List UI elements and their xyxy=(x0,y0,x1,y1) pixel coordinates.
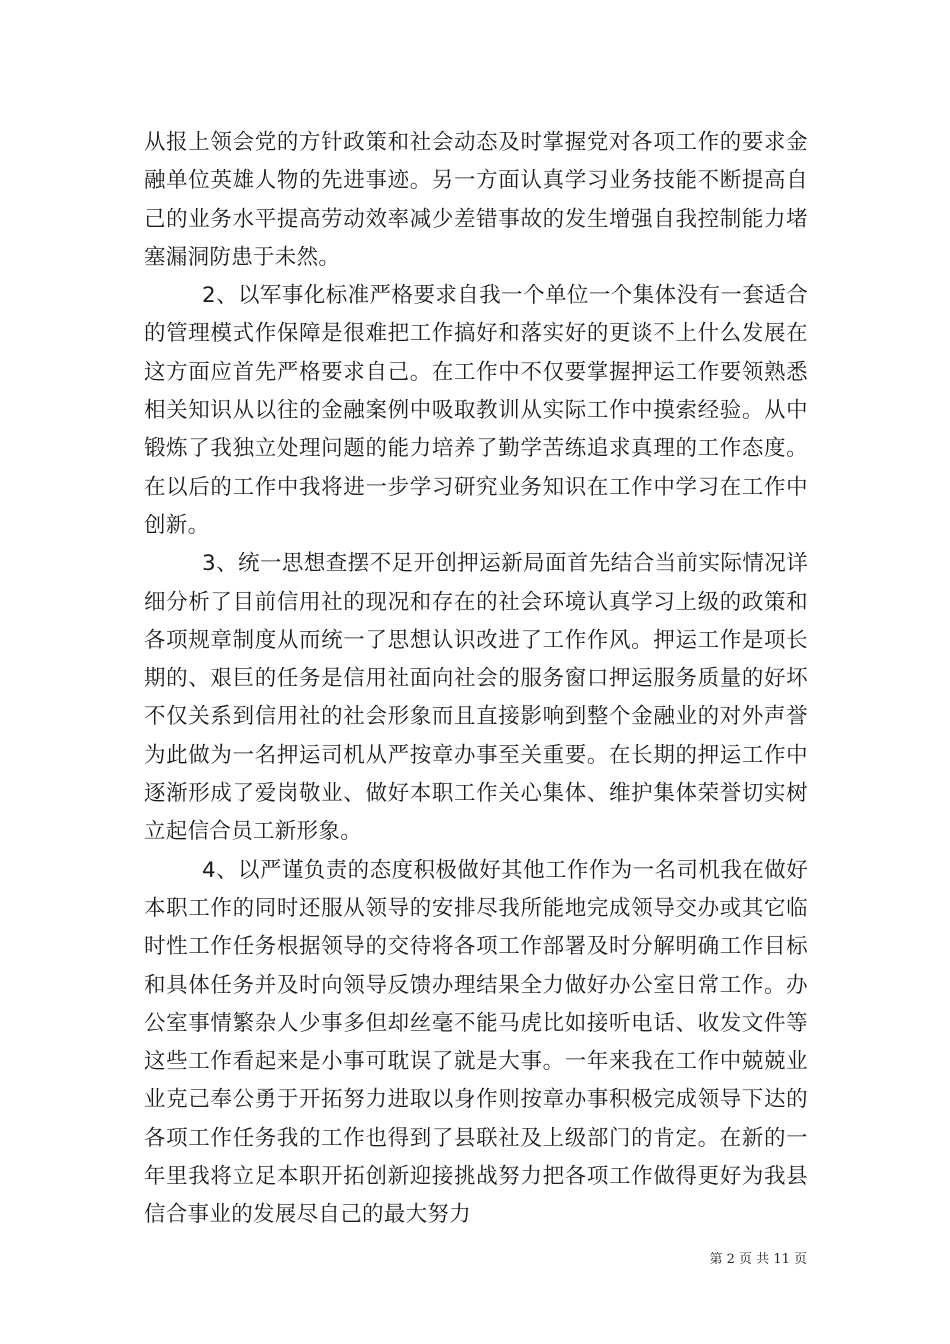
paragraph-continuation: 从报上领会党的方针政策和社会动态及时掌握党对各项工作的要求金融单位英雄人物的先进事迹。另一方面认真学习业务技能不断提高自己的业务水平提高劳动效率减少差错事故的发生增强自我控制能力堵塞漏洞防患于未然。 xyxy=(144,130,808,270)
paragraph-item-3: 3、统一思想查摆不足开创押运新局面首先结合当前实际情况详细分析了目前信用社的现况和存在的社会环境认真学习上级的政策和各项规章制度从而统一了思想认识改进了工作作风。押运工作是项长期的、艰巨的任务是信用社面向社会的服务窗口押运服务质量的好坏不仅关系到信用社的社会形象而且直接影响到整个金融业的对外声誉为此做为一名押运司机从严按章办事至关重要。在长期的押运工作中逐渐形成了爱岗敬业、做好本职工作关心集体、维护集体荣誉切实树立起信合员工新形象。 xyxy=(144,551,808,845)
document-body xyxy=(144,124,808,1235)
paragraph-item-2: 2、以军事化标准严格要求自我一个单位一个集体没有一套适合的管理模式作保障是很难把工作搞好和落实好的更谈不上什么发展在这方面应首先严格要求自己。在工作中不仅要掌握押运工作要领熟悉相关知识从以往的金融案例中吸取教训从实际工作中摸索经验。从中锻炼了我独立处理问题的能力培养了勤学苦练追求真理的工作态度。在以后的工作中我将进一步学习研究业务知识在工作中学习在工作中创新。 xyxy=(144,283,808,538)
paragraph-item-4: 4、以严谨负责的态度积极做好其他工作作为一名司机我在做好本职工作的同时还服从领导的安排尽我所能地完成领导交办或其它临时性工作任务根据领导的交待将各项工作部署及时分解明确工作目标和具体任务并及时向领导反馈办理结果全力做好办公室日常工作。办公室事情繁杂人少事多但却丝毫不能马虎比如接听电话、收发文件等这些工作看起来是小事可耽误了就是大事。一年来我在工作中兢兢业业克己奉公勇于开拓努力进取以身作则按章办事积极完成领导下达的各项工作任务我的工作也得到了县联社及上级部门的肯定。在新的一年里我将立足本职开拓创新迎接挑战努力把各项工作做得更好为我县信合事业的发展尽自己的最大努力 xyxy=(144,857,808,1228)
page-number-footer: 第 2 页 共 11 页 xyxy=(709,1252,807,1267)
